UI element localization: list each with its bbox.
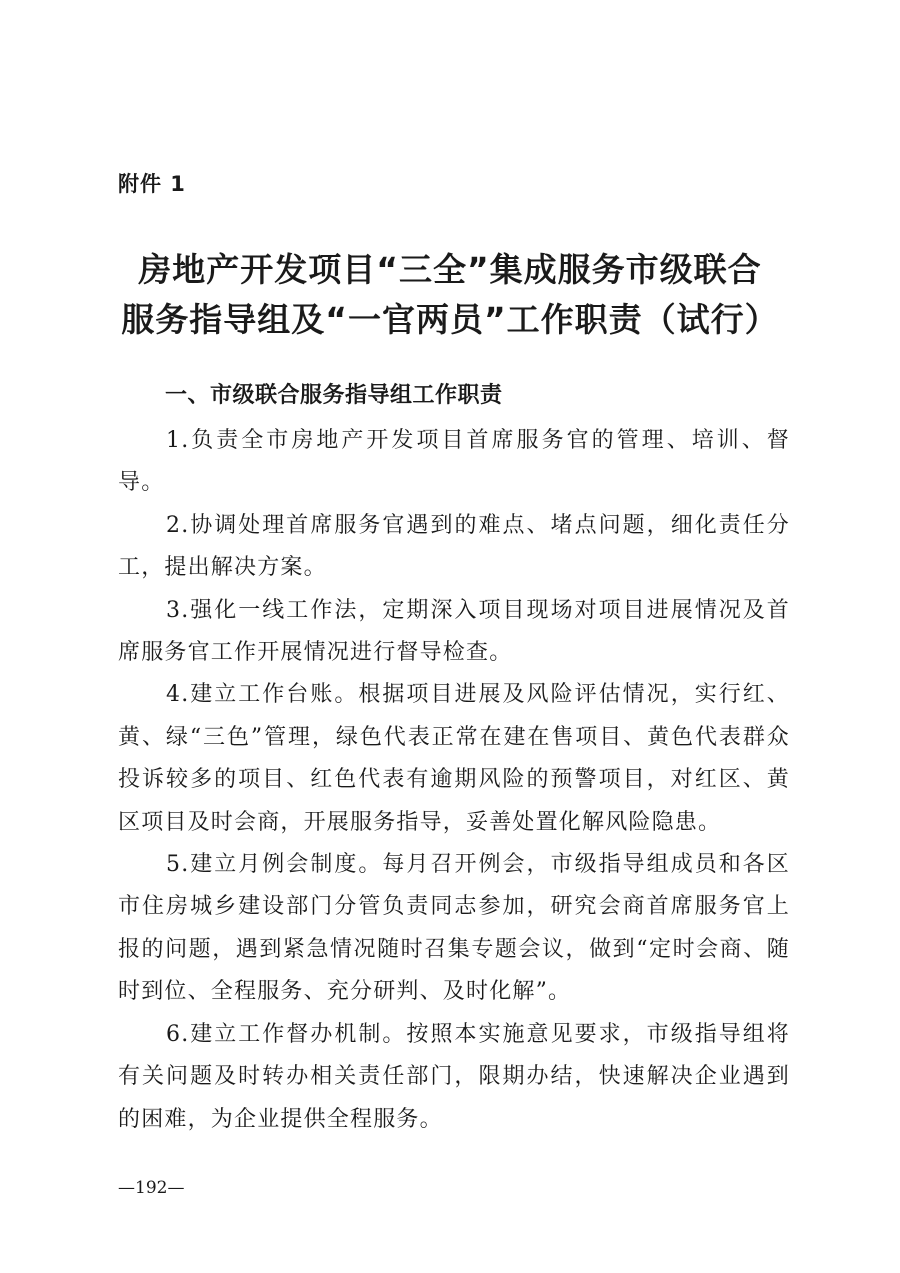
document-title: [100, 245, 800, 345]
page-number: —192—: [118, 1178, 185, 1198]
duty-item-2: 2.协调处理首席服务官遇到的难点、堵点问题，细化责任分工，提出解决方案。: [118, 512, 790, 581]
title-line-1: 房地产开发项目“三全”集成服务市级联合: [138, 250, 762, 289]
duty-item-4: 4.建立工作台账。根据项目进展及风险评估情况，实行红、黄、绿“三色”管理，绿色代表正常在建在售项目、黄色代表群众投诉较多的项目、红色代表有逾期风险的预警项目，对红区、黄区项目及时会商，开展服务指导，妥善处置化解风险隐患。: [118, 682, 790, 835]
duty-item-3: 3.强化一线工作法，定期深入项目现场对项目进展情况及首席服务官工作开展情况进行督导检查。: [118, 597, 790, 666]
attachment-label: 附件 1: [118, 172, 186, 196]
title-line-2: 服务指导组及“一官两员”工作职责（试行）: [121, 300, 779, 339]
section-heading: 一、市级联合服务指导组工作职责: [165, 383, 503, 408]
duty-item-1: 1.负责全市房地产开发项目首席服务官的管理、培训、督导。: [118, 428, 790, 496]
duty-item-6: 6.建立工作督办机制。按照本实施意见要求，市级指导组将有关问题及时转办相关责任部门，限期办结，快速解决企业遇到的困难，为企业提供全程服务。: [118, 1021, 790, 1132]
section-body: [118, 420, 790, 1141]
duty-item-5: 5.建立月例会制度。每月召开例会，市级指导组成员和各区市住房城乡建设部门分管负责同志参加，研究会商首席服务官上报的问题，遇到紧急情况随时召集专题会议，做到“定时会商、随时到位、全程服务、充分研判、及时化解”。: [118, 852, 790, 1005]
